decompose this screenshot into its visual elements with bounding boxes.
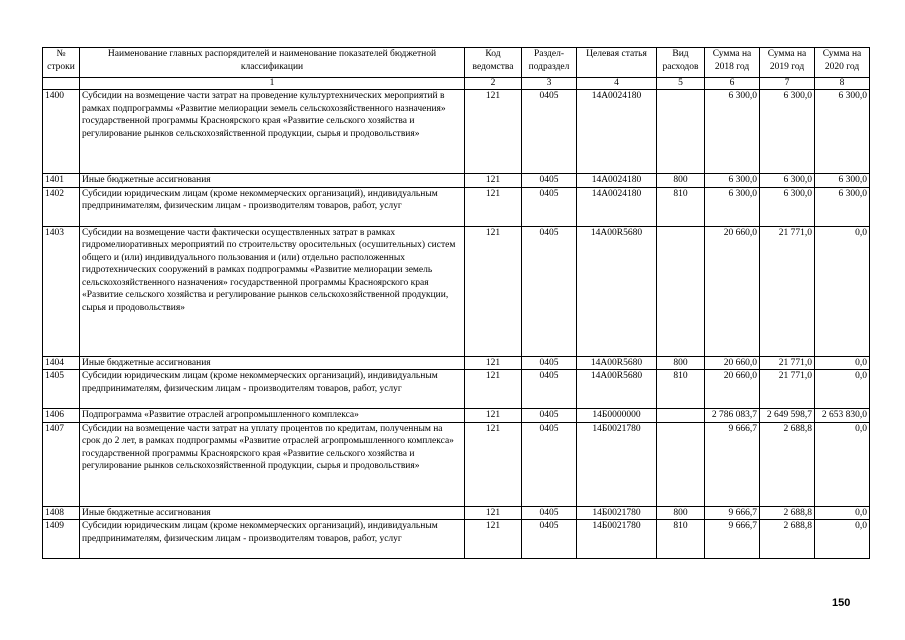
header-section: Раздел-подраздел	[522, 48, 577, 78]
column-number-row	[43, 78, 870, 90]
table-row	[43, 422, 870, 506]
table-row	[43, 356, 870, 370]
sum-2018: 9 666,7	[705, 422, 760, 506]
table-row	[43, 409, 870, 423]
section-code: 0405	[522, 187, 577, 226]
sum-2020: 0,0	[815, 506, 870, 520]
header-name: Наименование главных распорядителей и наименование показателей бюджетной классификации	[80, 48, 465, 78]
table-row	[43, 187, 870, 226]
sum-2020: 0,0	[815, 370, 870, 409]
row-number: 1405	[43, 370, 80, 409]
sum-2020: 0,0	[815, 520, 870, 559]
department-code: 121	[465, 356, 522, 370]
header-sum-2018: Сумма на 2018 год	[705, 48, 760, 78]
target-article: 14А0024180	[577, 187, 657, 226]
header-target-article: Целевая статья	[577, 48, 657, 78]
target-article: 14А00R5680	[577, 370, 657, 409]
sum-2019: 21 771,0	[760, 226, 815, 356]
section-code: 0405	[522, 409, 577, 423]
target-article: 14Б0021780	[577, 506, 657, 520]
header-sum-2019: Сумма на 2019 год	[760, 48, 815, 78]
department-code: 121	[465, 409, 522, 423]
sum-2019: 21 771,0	[760, 370, 815, 409]
table-row	[43, 520, 870, 559]
header-expense-type: Вид расходов	[657, 48, 705, 78]
sum-2020: 0,0	[815, 422, 870, 506]
expense-type	[657, 422, 705, 506]
section-code: 0405	[522, 506, 577, 520]
sum-2019: 2 688,8	[760, 506, 815, 520]
row-name: Иные бюджетные ассигнования	[80, 174, 465, 188]
sum-2019: 21 771,0	[760, 356, 815, 370]
row-name: Субсидии на возмещение части затрат на уплату процентов по кредитам, полученным на срок до 2 лет, в рамках подпрограммы «Развитие отраслей агропромышленного комплекса» государственной программы Красноярского края «Развитие сельского хозяйства и регулирование рынков сельскохозяйственной продукции, сырья и продовольствия»	[80, 422, 465, 506]
table-row	[43, 226, 870, 356]
section-code: 0405	[522, 520, 577, 559]
expense-type: 810	[657, 187, 705, 226]
row-name: Иные бюджетные ассигнования	[80, 356, 465, 370]
row-number: 1407	[43, 422, 80, 506]
table-row	[43, 174, 870, 188]
row-number: 1401	[43, 174, 80, 188]
column-number	[43, 78, 80, 90]
section-code: 0405	[522, 174, 577, 188]
department-code: 121	[465, 187, 522, 226]
section-code: 0405	[522, 226, 577, 356]
row-name: Субсидии на возмещение части затрат на проведение культуртехнических мероприятий в рамках подпрограммы «Развитие мелиорации земель сельскохозяйственного назначения» государственной программы Красноярского края «Развитие сельского хозяйства и регулирование рынков сельскохозяйственной продукции, сырья и продовольствия»	[80, 90, 465, 174]
section-code: 0405	[522, 90, 577, 174]
sum-2018: 20 660,0	[705, 370, 760, 409]
page-number: 150	[832, 597, 851, 609]
section-code: 0405	[522, 370, 577, 409]
row-name: Субсидии на возмещение части фактически осуществленных затрат в рамках гидромелиоративных мероприятий по строительству оросительных (осушительных) систем общего и (или) индивидуального пользования и (или) отдельно расположенных гидротехнических сооружений в рамках подпрограммы «Развитие мелиорации земель сельскохозяйственного назначения» государственной программы Красноярского края «Развитие сельского хозяйства и регулирование рынков сельскохозяйственной продукции, сырья и продовольствия»	[80, 226, 465, 356]
column-number: 1	[80, 78, 465, 90]
sum-2020: 0,0	[815, 356, 870, 370]
header-row	[43, 48, 870, 78]
column-number: 2	[465, 78, 522, 90]
column-number: 4	[577, 78, 657, 90]
expense-type: 800	[657, 174, 705, 188]
row-number: 1406	[43, 409, 80, 423]
sum-2018: 6 300,0	[705, 187, 760, 226]
sum-2019: 6 300,0	[760, 90, 815, 174]
row-name: Иные бюджетные ассигнования	[80, 506, 465, 520]
target-article: 14Б0021780	[577, 520, 657, 559]
table-row	[43, 90, 870, 174]
row-number: 1408	[43, 506, 80, 520]
target-article: 14А00R5680	[577, 356, 657, 370]
department-code: 121	[465, 226, 522, 356]
row-number: 1402	[43, 187, 80, 226]
sum-2018: 2 786 083,7	[705, 409, 760, 423]
section-code: 0405	[522, 422, 577, 506]
budget-table	[42, 47, 870, 559]
column-number: 5	[657, 78, 705, 90]
sum-2018: 9 666,7	[705, 506, 760, 520]
row-number: 1409	[43, 520, 80, 559]
expense-type	[657, 90, 705, 174]
target-article: 14А0024180	[577, 174, 657, 188]
sum-2019: 2 688,8	[760, 422, 815, 506]
row-number: 1403	[43, 226, 80, 356]
table-body	[43, 90, 870, 559]
header-row-number: № строки	[43, 48, 80, 78]
table-row	[43, 370, 870, 409]
sum-2020: 2 653 830,0	[815, 409, 870, 423]
sum-2019: 2 688,8	[760, 520, 815, 559]
expense-type: 810	[657, 370, 705, 409]
sum-2018: 6 300,0	[705, 174, 760, 188]
sum-2020: 6 300,0	[815, 174, 870, 188]
section-code: 0405	[522, 356, 577, 370]
sum-2019: 6 300,0	[760, 187, 815, 226]
department-code: 121	[465, 174, 522, 188]
row-name: Субсидии юридическим лицам (кроме некоммерческих организаций), индивидуальным предпринимателям, физическим лицам - производителям товаров, работ, услуг	[80, 520, 465, 559]
column-number: 3	[522, 78, 577, 90]
header-sum-2020: Сумма на 2020 год	[815, 48, 870, 78]
table-row	[43, 506, 870, 520]
row-number: 1404	[43, 356, 80, 370]
header-department-code: Код ведомства	[465, 48, 522, 78]
column-number: 8	[815, 78, 870, 90]
department-code: 121	[465, 520, 522, 559]
row-name: Субсидии юридическим лицам (кроме некоммерческих организаций), индивидуальным предпринимателям, физическим лицам - производителям товаров, работ, услуг	[80, 370, 465, 409]
department-code: 121	[465, 370, 522, 409]
sum-2018: 6 300,0	[705, 90, 760, 174]
expense-type: 800	[657, 506, 705, 520]
sum-2020: 6 300,0	[815, 90, 870, 174]
target-article: 14А00R5680	[577, 226, 657, 356]
row-number: 1400	[43, 90, 80, 174]
column-number: 7	[760, 78, 815, 90]
target-article: 14А0024180	[577, 90, 657, 174]
target-article: 14Б0021780	[577, 422, 657, 506]
sum-2018: 9 666,7	[705, 520, 760, 559]
row-name: Субсидии юридическим лицам (кроме некоммерческих организаций), индивидуальным предпринимателям, физическим лицам - производителям товаров, работ, услуг	[80, 187, 465, 226]
row-name: Подпрограмма «Развитие отраслей агропромышленного комплекса»	[80, 409, 465, 423]
target-article: 14Б0000000	[577, 409, 657, 423]
sum-2020: 6 300,0	[815, 187, 870, 226]
sum-2018: 20 660,0	[705, 226, 760, 356]
sum-2018: 20 660,0	[705, 356, 760, 370]
sum-2019: 6 300,0	[760, 174, 815, 188]
department-code: 121	[465, 422, 522, 506]
sum-2019: 2 649 598,7	[760, 409, 815, 423]
expense-type: 800	[657, 356, 705, 370]
expense-type	[657, 409, 705, 423]
sum-2020: 0,0	[815, 226, 870, 356]
column-number: 6	[705, 78, 760, 90]
department-code: 121	[465, 90, 522, 174]
department-code: 121	[465, 506, 522, 520]
expense-type	[657, 226, 705, 356]
expense-type: 810	[657, 520, 705, 559]
